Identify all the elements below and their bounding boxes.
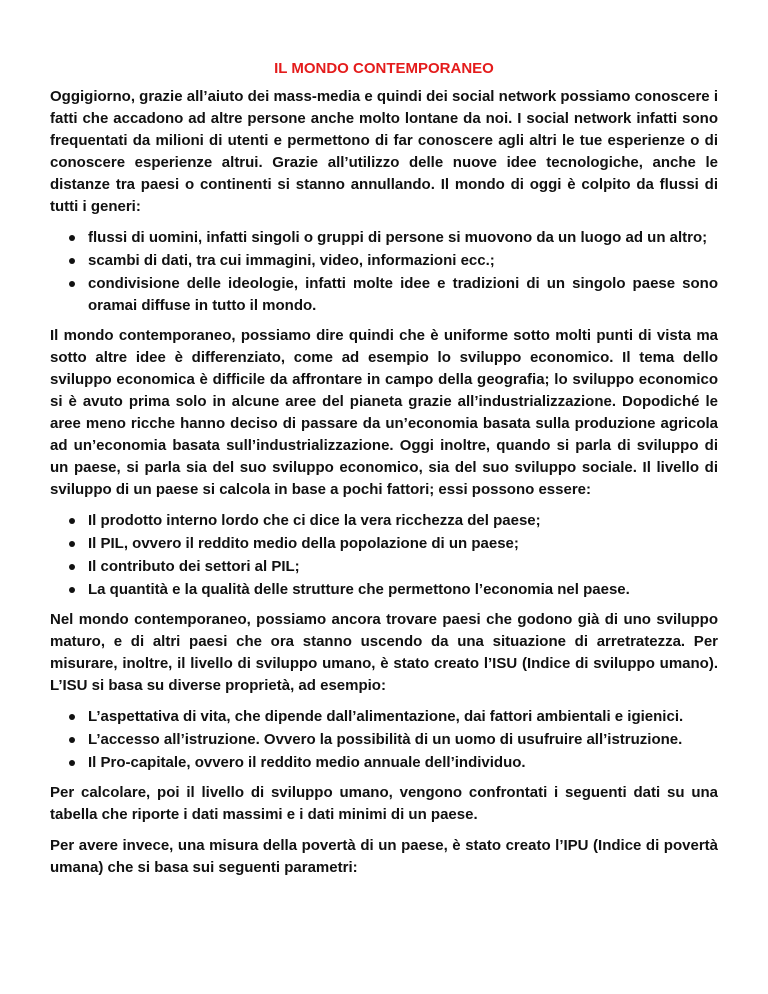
bullet-icon [69,587,75,593]
list-item [88,729,718,751]
bullet-icon [69,564,75,570]
list-item [88,556,718,578]
list-item [88,227,718,249]
bullet-icon [69,281,75,287]
bullet-icon [69,737,75,743]
paragraph-isu: Nel mondo contemporaneo, possiamo ancora trovare paesi che godono già di uno sviluppo maturo, e di altri paesi che ora stanno uscendo da una situazione di arretratezza. Per misurare, inoltre, il livello di sviluppo umano, è stato creato l’ISU (Indice di sviluppo umano). L’ISU si basa su diverse proprietà, ad esempio: [50,611,718,694]
list-item-text: Il Pro-capitale, ovvero il reddito medio annuale dell’individuo. [88,754,526,771]
list-item-text: La quantità e la qualità delle strutture che permettono l’economia nel paese. [88,581,630,598]
bullet-icon [69,518,75,524]
list-item [88,752,718,774]
list-isu [50,706,718,774]
list-item-text: condivisione delle ideologie, infatti molte idee e tradizioni di un singolo paese sono oramai diffuse in tutto il mondo. [88,275,718,314]
bullet-icon [69,541,75,547]
list-item-text: L’aspettativa di vita, che dipende dall’alimentazione, dai fattori ambientali e igienici. [88,708,684,725]
list-item [88,579,718,601]
paragraph-calcolo: Per calcolare, poi il livello di sviluppo umano, vengono confrontati i seguenti dati su una tabella che riporte i dati massimi e i dati minimi di un paese. [50,784,718,823]
list-item-text: Il PIL, ovvero il reddito medio della popolazione di un paese; [88,535,519,552]
paragraph-sviluppo: Il mondo contemporaneo, possiamo dire quindi che è uniforme sotto molti punti di vista ma sotto altre idee è differenziato, come ad esempio lo sviluppo economico. Il tema dello sviluppo economica è difficile da affrontare in campo della geografia; lo sviluppo economico si è avuto prima solo in alcune aree del pianeta grazie all’industrializzazione. Dopodiché le aree meno ricche hanno deciso di passare da un’economia basata sulla produzione agricola ad un’economia basata sull’industrializzazione. Oggi inoltre, quando si parla di sviluppo di un paese, si parla sia del suo sviluppo economico, sia del suo sviluppo sociale. Il livello di sviluppo di un paese si calcola in base a pochi fattori; essi possono essere: [50,327,718,498]
bullet-icon [69,235,75,241]
list-item-text: scambi di dati, tra cui immagini, video, informazioni ecc.; [88,252,495,269]
paragraph-intro: Oggigiorno, grazie all’aiuto dei mass-media e quindi dei social network possiamo conoscere i fatti che accadono ad altre persone anche molto lontane da noi. I social network infatti sono frequentati da milioni di utenti e permettono di far conoscere agli altri le tue esperienze o di conoscere esperienze altrui. Grazie all’utilizzo delle nuove idee tecnologiche, anche le distanze tra paesi o continenti si stanno annullando. Il mondo di oggi è colpito da flussi di tutti i generi: [50,88,718,215]
document-title: IL MONDO CONTEMPORANEO [274,60,494,77]
paragraph-ipu: Per avere invece, una misura della povertà di un paese, è stato creato l’IPU (Indice di povertà umana) che si basa sui seguenti parametri: [50,837,718,876]
bullet-icon [69,760,75,766]
list-item [88,533,718,555]
list-item-text: Il prodotto interno lordo che ci dice la vera ricchezza del paese; [88,512,541,529]
document-page [50,58,718,888]
list-item [88,250,718,272]
list-item [88,273,718,317]
list-item [88,706,718,728]
list-flussi [50,227,718,317]
bullet-icon [69,258,75,264]
list-item-text: flussi di uomini, infatti singoli o gruppi di persone si muovono da un luogo ad un altro; [88,229,708,246]
list-item-text: Il contributo dei settori al PIL; [88,558,300,575]
list-item-text: L’accesso all’istruzione. Ovvero la possibilità di un uomo di usufruire all’istruzione. [88,731,683,748]
list-fattori [50,510,718,601]
bullet-icon [69,714,75,720]
list-item [88,510,718,532]
